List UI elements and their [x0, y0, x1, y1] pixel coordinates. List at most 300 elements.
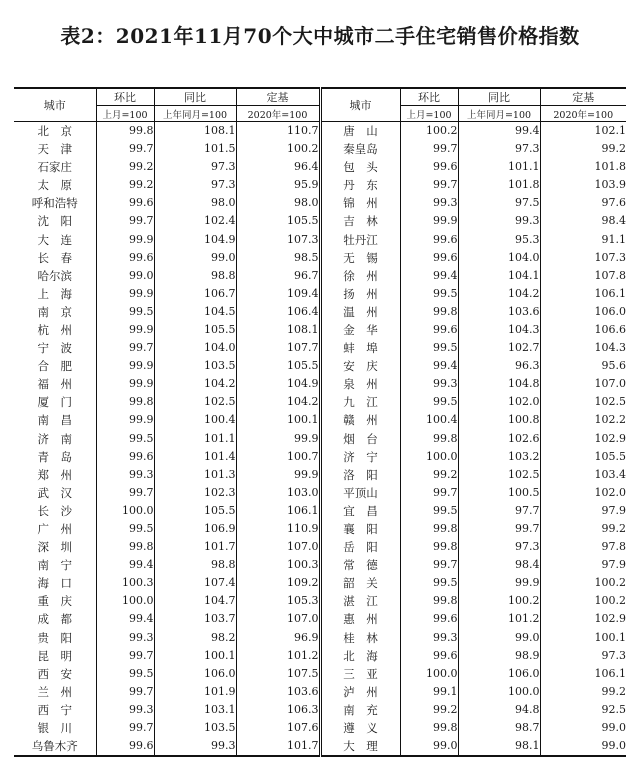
left-base-value: 100.1	[236, 411, 320, 429]
right-yoy-value: 97.3	[458, 140, 540, 158]
right-mom-value: 99.8	[400, 538, 458, 556]
left-city-name: 哈尔滨	[37, 268, 72, 283]
right-base-value: 106.6	[540, 321, 626, 339]
left-city-name: 厦 门	[37, 395, 72, 410]
right-base-value: 100.1	[540, 629, 626, 647]
left-yoy-value: 104.5	[154, 303, 236, 321]
left-base-value: 107.7	[236, 339, 320, 357]
left-city-name: 青 岛	[37, 449, 72, 464]
right-city-name: 韶 关	[320, 574, 400, 592]
left-mom-value: 99.5	[96, 520, 154, 538]
left-base-value: 99.9	[236, 466, 320, 484]
left-base-value: 104.9	[236, 375, 320, 393]
left-yoy-value: 98.8	[154, 267, 236, 285]
table-row	[14, 719, 626, 737]
right-yoy-value: 100.8	[458, 411, 540, 429]
right-yoy-value: 100.2	[458, 592, 540, 610]
table-row	[14, 140, 626, 158]
table-row	[14, 538, 626, 556]
table-row	[14, 592, 626, 610]
left-city-name: 银 川	[37, 721, 72, 736]
right-city-name: 丹 东	[320, 176, 400, 194]
right-mom-value: 100.4	[400, 411, 458, 429]
table-row	[14, 466, 626, 484]
header-mom-sub-right: 上月=100	[400, 106, 458, 122]
right-city-name: 安 庆	[320, 357, 400, 375]
table-row	[14, 574, 626, 592]
left-yoy-value: 98.8	[154, 556, 236, 574]
left-base-value: 107.5	[236, 665, 320, 683]
right-yoy-value: 98.9	[458, 647, 540, 665]
left-mom-value: 99.7	[96, 683, 154, 701]
right-base-value: 102.2	[540, 411, 626, 429]
left-base-value: 100.7	[236, 448, 320, 466]
right-city-name: 襄 阳	[320, 520, 400, 538]
right-yoy-value: 100.5	[458, 484, 540, 502]
right-yoy-value: 97.5	[458, 194, 540, 212]
table-row	[14, 122, 626, 141]
left-base-value: 109.4	[236, 285, 320, 303]
left-city-name: 郑 州	[37, 467, 72, 482]
right-city-name: 遵 义	[320, 719, 400, 737]
left-base-value: 106.4	[236, 303, 320, 321]
left-yoy-value: 108.1	[154, 122, 236, 141]
left-base-value: 108.1	[236, 321, 320, 339]
table-row	[14, 610, 626, 628]
right-city-name: 常 德	[320, 556, 400, 574]
left-mom-value: 99.9	[96, 375, 154, 393]
left-city-name: 南 宁	[37, 558, 72, 573]
right-city-name: 牡丹江	[320, 230, 400, 248]
left-mom-value: 99.7	[96, 339, 154, 357]
right-yoy-value: 100.0	[458, 683, 540, 701]
left-yoy-value: 107.4	[154, 574, 236, 592]
right-city-name: 惠 州	[320, 610, 400, 628]
right-city-name: 南 充	[320, 701, 400, 719]
right-yoy-value: 102.7	[458, 339, 540, 357]
left-base-value: 110.7	[236, 122, 320, 141]
left-mom-value: 99.9	[96, 285, 154, 303]
left-base-value: 103.0	[236, 484, 320, 502]
table-row	[14, 176, 626, 194]
right-yoy-value: 101.8	[458, 176, 540, 194]
right-yoy-value: 97.7	[458, 502, 540, 520]
table-body	[14, 122, 626, 757]
right-base-value: 102.0	[540, 484, 626, 502]
left-mom-value: 99.2	[96, 158, 154, 176]
left-mom-value: 99.5	[96, 665, 154, 683]
table-row	[14, 701, 626, 719]
left-base-value: 96.7	[236, 267, 320, 285]
right-city-name: 烟 台	[320, 430, 400, 448]
header-base-left: 定基	[236, 88, 320, 106]
right-mom-value: 100.0	[400, 665, 458, 683]
right-base-value: 102.5	[540, 393, 626, 411]
right-base-value: 107.8	[540, 267, 626, 285]
left-yoy-value: 99.3	[154, 737, 236, 756]
right-mom-value: 99.6	[400, 230, 458, 248]
left-mom-value: 99.8	[96, 393, 154, 411]
table-row	[14, 556, 626, 574]
right-yoy-value: 101.2	[458, 610, 540, 628]
left-city-name: 合 肥	[37, 359, 72, 374]
left-yoy-value: 104.2	[154, 375, 236, 393]
left-city-name: 长 沙	[37, 503, 72, 518]
right-yoy-value: 99.0	[458, 629, 540, 647]
right-mom-value: 99.6	[400, 321, 458, 339]
left-yoy-value: 105.5	[154, 321, 236, 339]
table-row	[14, 158, 626, 176]
left-yoy-value: 100.4	[154, 411, 236, 429]
left-yoy-value: 101.4	[154, 448, 236, 466]
left-base-value: 98.0	[236, 194, 320, 212]
table-row	[14, 321, 626, 339]
right-mom-value: 99.0	[400, 737, 458, 756]
left-yoy-value: 97.3	[154, 176, 236, 194]
right-yoy-value: 95.3	[458, 230, 540, 248]
left-base-value: 109.2	[236, 574, 320, 592]
left-base-value: 100.2	[236, 140, 320, 158]
right-mom-value: 99.3	[400, 194, 458, 212]
header-city-right: 城市	[320, 88, 400, 122]
right-base-value: 102.9	[540, 430, 626, 448]
right-mom-value: 99.3	[400, 375, 458, 393]
table-row	[14, 484, 626, 502]
right-mom-value: 99.6	[400, 158, 458, 176]
right-base-value: 95.6	[540, 357, 626, 375]
right-base-value: 101.8	[540, 158, 626, 176]
left-base-value: 107.6	[236, 719, 320, 737]
table-row	[14, 339, 626, 357]
right-city-name: 无 锡	[320, 249, 400, 267]
right-base-value: 100.2	[540, 592, 626, 610]
table-row	[14, 665, 626, 683]
left-base-value: 96.4	[236, 158, 320, 176]
right-yoy-value: 102.6	[458, 430, 540, 448]
left-mom-value: 99.6	[96, 448, 154, 466]
left-mom-value: 99.8	[96, 122, 154, 141]
left-city-name: 济 南	[37, 431, 72, 446]
left-mom-value: 99.7	[96, 140, 154, 158]
left-mom-value: 99.3	[96, 629, 154, 647]
right-yoy-value: 102.5	[458, 466, 540, 484]
header-base-right: 定基	[540, 88, 626, 106]
right-mom-value: 99.8	[400, 520, 458, 538]
right-city-name: 九 江	[320, 393, 400, 411]
right-base-value: 97.6	[540, 194, 626, 212]
right-mom-value: 99.6	[400, 610, 458, 628]
left-base-value: 106.3	[236, 701, 320, 719]
left-city-name: 石家庄	[37, 160, 72, 175]
left-mom-value: 99.4	[96, 556, 154, 574]
table-row	[14, 430, 626, 448]
left-city-name: 上 海	[37, 286, 72, 301]
left-base-value: 107.0	[236, 610, 320, 628]
left-mom-value: 100.0	[96, 502, 154, 520]
right-mom-value: 99.4	[400, 267, 458, 285]
right-yoy-value: 96.3	[458, 357, 540, 375]
left-yoy-value: 106.7	[154, 285, 236, 303]
left-yoy-value: 104.7	[154, 592, 236, 610]
right-mom-value: 99.7	[400, 140, 458, 158]
right-mom-value: 99.6	[400, 647, 458, 665]
left-mom-value: 99.5	[96, 303, 154, 321]
table-row	[14, 249, 626, 267]
left-city-name: 呼和浩特	[31, 196, 78, 211]
right-base-value: 106.1	[540, 285, 626, 303]
right-city-name: 宜 昌	[320, 502, 400, 520]
left-city-name: 福 州	[37, 377, 72, 392]
right-base-value: 97.8	[540, 538, 626, 556]
left-yoy-value: 100.1	[154, 647, 236, 665]
left-city-name: 武 汉	[37, 485, 72, 500]
right-base-value: 99.2	[540, 683, 626, 701]
right-mom-value: 100.2	[400, 122, 458, 141]
right-mom-value: 99.7	[400, 176, 458, 194]
right-yoy-value: 106.0	[458, 665, 540, 683]
left-city-name: 天 津	[37, 142, 72, 157]
left-base-value: 106.1	[236, 502, 320, 520]
page-title: 表2：2021年11月70个大中城市二手住宅销售价格指数	[60, 24, 580, 48]
right-yoy-value: 97.3	[458, 538, 540, 556]
right-mom-value: 99.7	[400, 484, 458, 502]
left-mom-value: 99.0	[96, 267, 154, 285]
table-row	[14, 230, 626, 248]
left-city-name: 乌鲁木齐	[31, 739, 78, 754]
left-base-value: 95.9	[236, 176, 320, 194]
table-row	[14, 448, 626, 466]
right-city-name: 桂 林	[320, 629, 400, 647]
right-city-name: 包 头	[320, 158, 400, 176]
header-mom-right: 环比	[400, 88, 458, 106]
right-base-value: 104.3	[540, 339, 626, 357]
right-mom-value: 99.5	[400, 339, 458, 357]
right-city-name: 锦 州	[320, 194, 400, 212]
right-mom-value: 99.5	[400, 393, 458, 411]
left-mom-value: 99.6	[96, 737, 154, 756]
table-row	[14, 647, 626, 665]
right-city-name: 徐 州	[320, 267, 400, 285]
left-mom-value: 99.7	[96, 647, 154, 665]
right-city-name: 湛 江	[320, 592, 400, 610]
right-base-value: 106.0	[540, 303, 626, 321]
left-base-value: 105.5	[236, 357, 320, 375]
table-row	[14, 629, 626, 647]
right-yoy-value: 98.4	[458, 556, 540, 574]
right-city-name: 三 亚	[320, 665, 400, 683]
left-yoy-value: 102.3	[154, 484, 236, 502]
right-mom-value: 99.8	[400, 430, 458, 448]
left-base-value: 100.3	[236, 556, 320, 574]
left-city-name: 西 宁	[37, 702, 72, 717]
left-city-name: 深 圳	[37, 540, 72, 555]
table-row	[14, 411, 626, 429]
left-city-name: 沈 阳	[37, 214, 72, 229]
header-base-sub-right: 2020年=100	[540, 106, 626, 122]
right-city-name: 济 宁	[320, 448, 400, 466]
left-yoy-value: 103.1	[154, 701, 236, 719]
table-row	[14, 683, 626, 701]
right-city-name: 扬 州	[320, 285, 400, 303]
right-mom-value: 100.0	[400, 448, 458, 466]
left-mom-value: 99.6	[96, 249, 154, 267]
right-city-name: 洛 阳	[320, 466, 400, 484]
left-mom-value: 99.9	[96, 357, 154, 375]
left-city-name: 广 州	[37, 522, 72, 537]
left-city-name: 太 原	[37, 178, 72, 193]
left-base-value: 105.5	[236, 212, 320, 230]
right-city-name: 金 华	[320, 321, 400, 339]
left-mom-value: 99.3	[96, 466, 154, 484]
left-mom-value: 99.4	[96, 610, 154, 628]
right-yoy-value: 104.1	[458, 267, 540, 285]
left-base-value: 101.2	[236, 647, 320, 665]
left-base-value: 107.3	[236, 230, 320, 248]
right-base-value: 91.1	[540, 230, 626, 248]
right-mom-value: 99.5	[400, 285, 458, 303]
right-base-value: 99.0	[540, 719, 626, 737]
left-city-name: 海 口	[37, 576, 72, 591]
left-mom-value: 99.3	[96, 701, 154, 719]
right-base-value: 105.5	[540, 448, 626, 466]
right-base-value: 107.3	[540, 249, 626, 267]
left-city-name: 南 京	[37, 304, 72, 319]
left-city-name: 兰 州	[37, 684, 72, 699]
left-base-value: 103.6	[236, 683, 320, 701]
right-base-value: 103.9	[540, 176, 626, 194]
right-mom-value: 99.5	[400, 502, 458, 520]
left-yoy-value: 97.3	[154, 158, 236, 176]
right-base-value: 107.0	[540, 375, 626, 393]
right-yoy-value: 103.2	[458, 448, 540, 466]
left-city-name: 成 都	[37, 612, 72, 627]
left-mom-value: 99.9	[96, 411, 154, 429]
right-base-value: 102.1	[540, 122, 626, 141]
right-mom-value: 99.8	[400, 719, 458, 737]
right-yoy-value: 104.8	[458, 375, 540, 393]
table-row	[14, 303, 626, 321]
right-city-name: 温 州	[320, 303, 400, 321]
left-yoy-value: 104.0	[154, 339, 236, 357]
left-mom-value: 99.9	[96, 230, 154, 248]
right-base-value: 103.4	[540, 466, 626, 484]
left-city-name: 西 安	[37, 666, 72, 681]
right-yoy-value: 99.3	[458, 212, 540, 230]
right-mom-value: 99.8	[400, 303, 458, 321]
price-index-table	[14, 87, 626, 757]
header-yoy-sub-left: 上年同月=100	[154, 106, 236, 122]
left-base-value: 99.9	[236, 430, 320, 448]
right-city-name: 泸 州	[320, 683, 400, 701]
left-yoy-value: 103.5	[154, 719, 236, 737]
right-yoy-value: 102.0	[458, 393, 540, 411]
left-city-name: 长 春	[37, 250, 72, 265]
right-mom-value: 99.9	[400, 212, 458, 230]
header-yoy-right: 同比	[458, 88, 540, 106]
right-yoy-value: 99.9	[458, 574, 540, 592]
header-mom-left: 环比	[96, 88, 154, 106]
right-yoy-value: 104.3	[458, 321, 540, 339]
right-base-value: 99.0	[540, 737, 626, 756]
left-mom-value: 99.6	[96, 194, 154, 212]
left-base-value: 101.7	[236, 737, 320, 756]
left-mom-value: 99.2	[96, 176, 154, 194]
left-city-name: 北 京	[37, 124, 72, 138]
right-city-name: 蚌 埠	[320, 339, 400, 357]
right-yoy-value: 99.7	[458, 520, 540, 538]
left-yoy-value: 106.0	[154, 665, 236, 683]
right-yoy-value: 98.7	[458, 719, 540, 737]
right-base-value: 99.2	[540, 140, 626, 158]
header-mom-sub-left: 上月=100	[96, 106, 154, 122]
table-row	[14, 194, 626, 212]
right-base-value: 99.2	[540, 520, 626, 538]
right-mom-value: 99.7	[400, 556, 458, 574]
left-base-value: 96.9	[236, 629, 320, 647]
left-base-value: 105.3	[236, 592, 320, 610]
right-mom-value: 99.2	[400, 466, 458, 484]
right-yoy-value: 104.2	[458, 285, 540, 303]
left-yoy-value: 104.9	[154, 230, 236, 248]
right-mom-value: 99.3	[400, 629, 458, 647]
table-row	[14, 502, 626, 520]
left-yoy-value: 101.9	[154, 683, 236, 701]
right-city-name: 平顶山	[320, 484, 400, 502]
right-mom-value: 99.5	[400, 574, 458, 592]
header-yoy-sub-right: 上年同月=100	[458, 106, 540, 122]
left-yoy-value: 103.7	[154, 610, 236, 628]
right-city-name: 大 理	[320, 737, 400, 756]
left-yoy-value: 106.9	[154, 520, 236, 538]
right-city-name: 吉 林	[320, 212, 400, 230]
right-base-value: 97.9	[540, 556, 626, 574]
left-mom-value: 99.7	[96, 719, 154, 737]
left-yoy-value: 102.5	[154, 393, 236, 411]
header-city-left: 城市	[43, 99, 66, 112]
table-row	[14, 267, 626, 285]
right-base-value: 100.2	[540, 574, 626, 592]
left-mom-value: 99.7	[96, 484, 154, 502]
left-city-name: 宁 波	[37, 341, 72, 356]
left-base-value: 107.0	[236, 538, 320, 556]
left-yoy-value: 105.5	[154, 502, 236, 520]
right-mom-value: 99.8	[400, 592, 458, 610]
left-yoy-value: 102.4	[154, 212, 236, 230]
right-city-name: 赣 州	[320, 411, 400, 429]
left-yoy-value: 101.7	[154, 538, 236, 556]
table-row	[14, 375, 626, 393]
left-city-name: 重 庆	[37, 594, 72, 609]
table-row	[14, 737, 626, 756]
left-yoy-value: 98.0	[154, 194, 236, 212]
right-base-value: 98.4	[540, 212, 626, 230]
left-city-name: 昆 明	[37, 648, 72, 663]
left-mom-value: 100.0	[96, 592, 154, 610]
left-city-name: 大 连	[37, 232, 72, 247]
right-base-value: 106.1	[540, 665, 626, 683]
right-yoy-value: 98.1	[458, 737, 540, 756]
left-yoy-value: 98.2	[154, 629, 236, 647]
header-base-sub-left: 2020年=100	[236, 106, 320, 122]
left-yoy-value: 101.5	[154, 140, 236, 158]
right-base-value: 97.9	[540, 502, 626, 520]
right-yoy-value: 101.1	[458, 158, 540, 176]
left-base-value: 98.5	[236, 249, 320, 267]
left-yoy-value: 103.5	[154, 357, 236, 375]
left-yoy-value: 101.3	[154, 466, 236, 484]
right-mom-value: 99.4	[400, 357, 458, 375]
left-city-name: 南 昌	[37, 413, 72, 428]
